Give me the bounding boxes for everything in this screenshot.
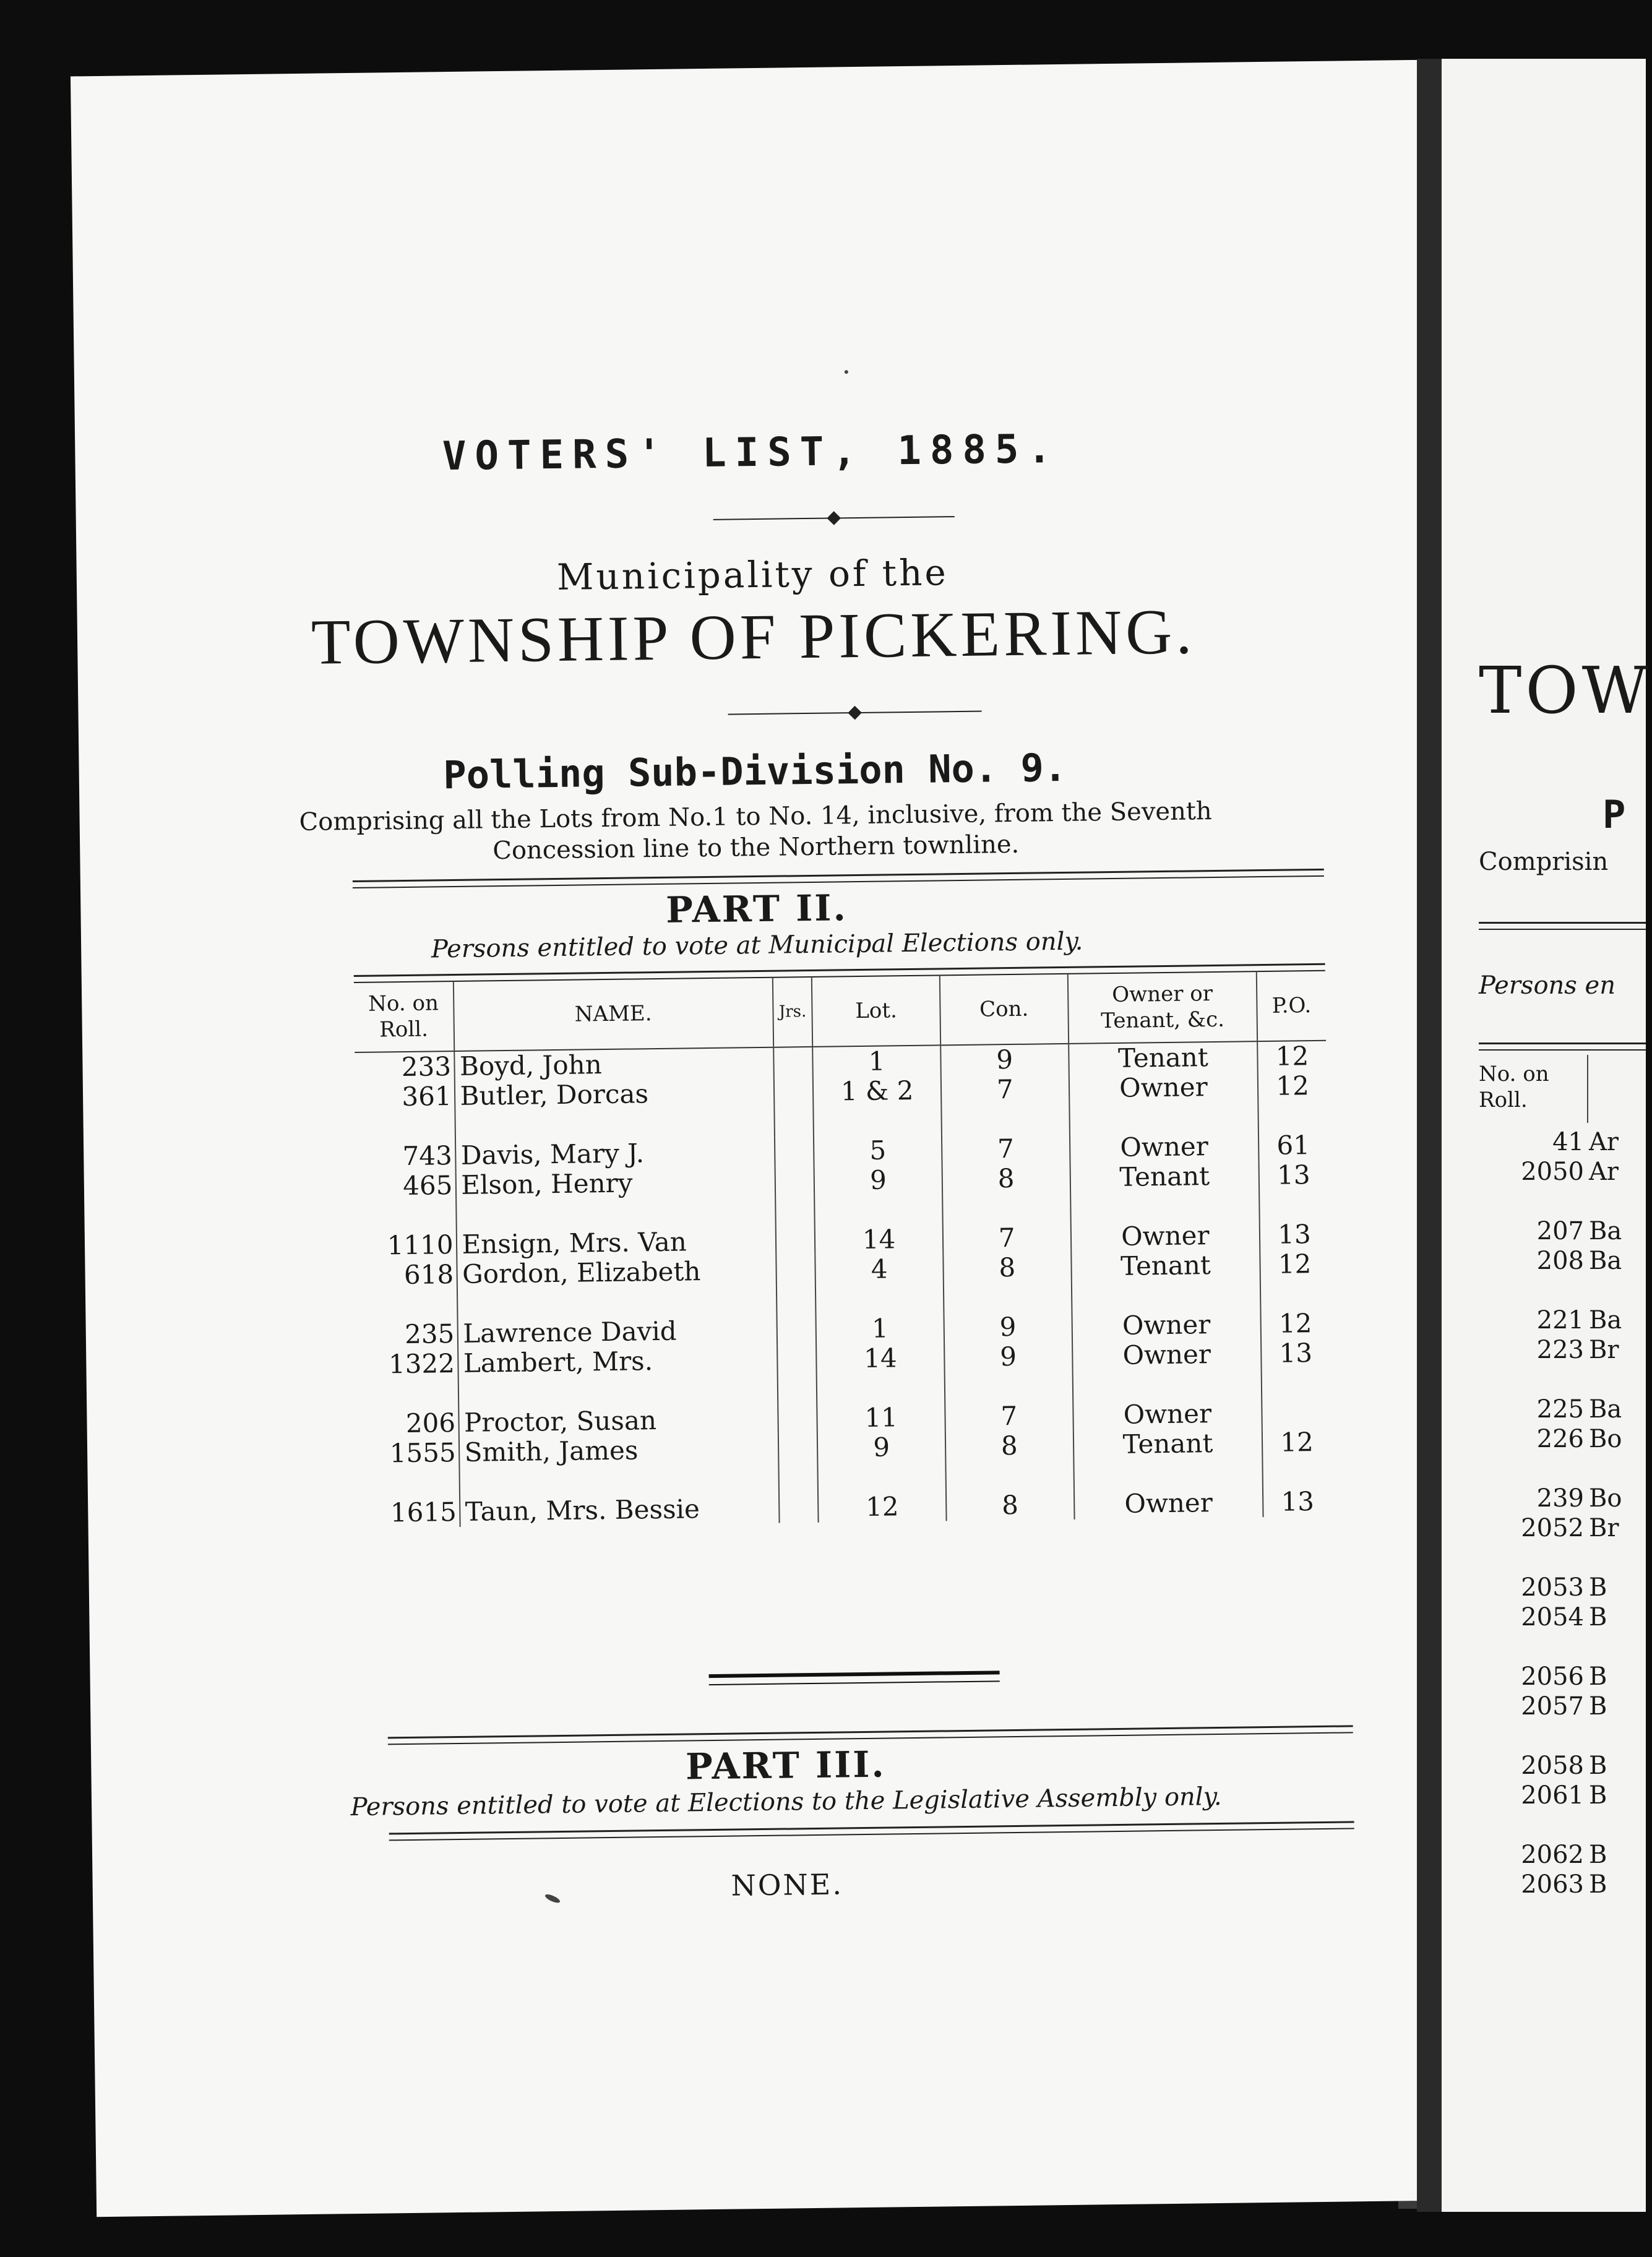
facing-list-item bbox=[1442, 1425, 1646, 1455]
cell-no-on-roll: 465 bbox=[402, 1170, 453, 1202]
cell-jrs bbox=[775, 1137, 814, 1167]
facing-cell-name: Br bbox=[1589, 1514, 1619, 1542]
header-jrs: Jrs. bbox=[773, 977, 813, 1047]
cell-lot: 1 & 2 bbox=[813, 1075, 941, 1107]
cell-no-on-roll: 206 bbox=[405, 1408, 456, 1439]
facing-cell-name: Ba bbox=[1589, 1247, 1622, 1275]
facing-cell-name: B bbox=[1589, 1781, 1607, 1810]
cell-po: 13 bbox=[1260, 1219, 1329, 1250]
facing-cell-name: Bo bbox=[1589, 1425, 1622, 1453]
facing-cell-name: Ba bbox=[1589, 1217, 1622, 1245]
cell-owner-or-tenant: Owner bbox=[1070, 1220, 1260, 1252]
facing-page bbox=[1417, 59, 1652, 2212]
cell-no-on-roll: 743 bbox=[402, 1140, 453, 1172]
cell-con: 8 bbox=[945, 1430, 1074, 1462]
cell-con: 9 bbox=[940, 1044, 1069, 1076]
document-page bbox=[71, 60, 1448, 2217]
facing-list-item bbox=[1442, 1217, 1646, 1247]
part-3-none: NONE. bbox=[731, 1867, 844, 1902]
facing-list-item bbox=[1442, 1395, 1646, 1425]
facing-list-item bbox=[1442, 1514, 1646, 1544]
double-rule bbox=[1479, 1043, 1646, 1051]
header-lot: Lot. bbox=[812, 975, 940, 1047]
facing-cell-no-on-roll: 239 bbox=[1536, 1484, 1584, 1513]
polling-subdivision-heading: Polling Sub-Division No. 9. bbox=[442, 744, 1067, 798]
facing-cell-no-on-roll: 2061 bbox=[1521, 1781, 1584, 1810]
cell-con: 7 bbox=[941, 1074, 1070, 1106]
header-po: P.O. bbox=[1257, 971, 1326, 1041]
facing-cell-no-on-roll: 2056 bbox=[1521, 1662, 1584, 1691]
list-title: VOTERS' LIST, 1885. bbox=[442, 426, 1060, 480]
facing-list-item bbox=[1442, 1158, 1646, 1187]
cell-owner-or-tenant: Tenant bbox=[1070, 1161, 1259, 1193]
cell-name: Proctor, Susan bbox=[458, 1404, 778, 1438]
facing-polling-fragment: P bbox=[1603, 792, 1626, 837]
facing-rows bbox=[1442, 1128, 1646, 1900]
township-heading: TOWNSHIP OF PICKERING. bbox=[311, 596, 1196, 678]
part-3-title: PART III. bbox=[685, 1743, 887, 1788]
facing-cell-name: B bbox=[1589, 1662, 1607, 1691]
cell-con: 9 bbox=[944, 1312, 1072, 1343]
facing-cell-no-on-roll: 2050 bbox=[1521, 1158, 1584, 1186]
cell-jrs bbox=[773, 1047, 813, 1078]
header-con: Con. bbox=[940, 974, 1069, 1046]
part-3-subtitle: Persons entitled to vote at Elections to the Legislative Assembly only. bbox=[350, 1782, 1222, 1822]
facing-header-no-on-roll: No. on Roll. bbox=[1479, 1062, 1549, 1112]
cell-lot: 4 bbox=[815, 1253, 944, 1285]
cell-con: 9 bbox=[944, 1341, 1073, 1373]
cell-name: Lawrence David bbox=[457, 1315, 777, 1349]
facing-cell-no-on-roll: 2057 bbox=[1521, 1692, 1584, 1721]
cell-po: 13 bbox=[1263, 1487, 1332, 1517]
facing-comprising-fragment: Comprisin bbox=[1479, 848, 1609, 876]
facing-cell-no-on-roll: 2058 bbox=[1521, 1752, 1584, 1780]
facing-cell-no-on-roll: 226 bbox=[1536, 1425, 1584, 1453]
cell-no-on-roll: 1322 bbox=[388, 1348, 455, 1380]
facing-column-rule bbox=[1587, 1055, 1588, 1123]
cell-owner-or-tenant: Owner bbox=[1074, 1487, 1263, 1520]
cell-po: 61 bbox=[1258, 1130, 1328, 1161]
cell-jrs bbox=[778, 1404, 817, 1434]
facing-township-fragment: TOW bbox=[1479, 653, 1652, 728]
facing-cell-name: Ar bbox=[1589, 1128, 1619, 1156]
cell-con: 7 bbox=[945, 1401, 1073, 1432]
facing-cell-no-on-roll: 207 bbox=[1536, 1217, 1584, 1245]
cell-owner-or-tenant: Owner bbox=[1072, 1339, 1262, 1371]
cell-jrs bbox=[777, 1344, 817, 1375]
cell-jrs bbox=[779, 1493, 819, 1523]
ornamental-rule bbox=[728, 709, 982, 717]
cell-name: Taun, Mrs. Bessie bbox=[460, 1494, 780, 1527]
cell-jrs bbox=[775, 1166, 814, 1197]
facing-persons-fragment: Persons en bbox=[1479, 971, 1615, 1000]
cell-name: Smith, James bbox=[458, 1434, 778, 1468]
cell-owner-or-tenant: Tenant bbox=[1069, 1041, 1258, 1074]
cell-po: 12 bbox=[1260, 1309, 1330, 1339]
facing-cell-name: Ba bbox=[1589, 1306, 1622, 1335]
double-rule bbox=[1479, 922, 1646, 930]
facing-list-item bbox=[1442, 1484, 1646, 1514]
facing-cell-no-on-roll: 41 bbox=[1552, 1128, 1584, 1156]
cell-con: 7 bbox=[942, 1133, 1070, 1165]
facing-cell-no-on-roll: 225 bbox=[1536, 1395, 1584, 1424]
part-2-title: PART II. bbox=[665, 887, 848, 931]
cell-name: Boyd, John bbox=[454, 1047, 774, 1081]
facing-cell-no-on-roll: 221 bbox=[1536, 1306, 1584, 1335]
cell-name: Davis, Mary J. bbox=[455, 1137, 775, 1171]
cell-no-on-roll: 233 bbox=[401, 1051, 452, 1083]
cell-owner-or-tenant: Owner bbox=[1070, 1131, 1259, 1163]
facing-cell-name: B bbox=[1589, 1692, 1607, 1721]
cell-lot: 14 bbox=[816, 1343, 944, 1374]
facing-list-item bbox=[1442, 1573, 1646, 1603]
header-no-on-roll: No. on Roll. bbox=[354, 981, 454, 1052]
facing-cell-no-on-roll: 2053 bbox=[1521, 1573, 1584, 1602]
facing-list-item bbox=[1442, 1128, 1646, 1158]
cell-jrs bbox=[777, 1315, 816, 1345]
scan-speck bbox=[845, 370, 848, 374]
facing-list-item bbox=[1442, 1692, 1646, 1722]
cell-no-on-roll: 235 bbox=[404, 1318, 455, 1350]
cell-owner-or-tenant: Tenant bbox=[1073, 1428, 1263, 1460]
facing-cell-name: B bbox=[1589, 1603, 1607, 1631]
comprising-line-1: Comprising all the Lots from No.1 to No. 14, inclusive, from the Seventh bbox=[299, 797, 1212, 837]
facing-list-item bbox=[1442, 1870, 1646, 1900]
cell-con: 8 bbox=[942, 1163, 1070, 1195]
cell-no-on-roll: 1110 bbox=[387, 1229, 454, 1261]
header-owner-or-tenant: Owner or Tenant, &c. bbox=[1068, 971, 1258, 1044]
facing-list-item bbox=[1442, 1336, 1646, 1365]
cell-lot: 5 bbox=[814, 1135, 942, 1166]
thick-rule bbox=[709, 1670, 1000, 1685]
cell-name: Butler, Dorcas bbox=[454, 1078, 774, 1111]
facing-list-item bbox=[1442, 1603, 1646, 1633]
cell-owner-or-tenant: Tenant bbox=[1071, 1250, 1260, 1282]
cell-po: 13 bbox=[1261, 1338, 1330, 1369]
cell-jrs bbox=[776, 1255, 815, 1286]
cell-po: 13 bbox=[1259, 1160, 1328, 1190]
facing-cell-name: B bbox=[1589, 1841, 1607, 1869]
header-name: NAME. bbox=[453, 978, 773, 1051]
cell-name: Ensign, Mrs. Van bbox=[456, 1226, 776, 1260]
cell-no-on-roll: 1615 bbox=[390, 1497, 457, 1528]
cell-con: 8 bbox=[946, 1490, 1075, 1521]
cell-lot: 11 bbox=[817, 1402, 945, 1434]
cell-po bbox=[1262, 1398, 1331, 1428]
facing-list-item bbox=[1442, 1306, 1646, 1336]
facing-cell-no-on-roll: 2054 bbox=[1521, 1603, 1584, 1631]
cell-name: Elson, Henry bbox=[455, 1167, 775, 1200]
cell-owner-or-tenant: Owner bbox=[1073, 1398, 1262, 1430]
facing-cell-name: B bbox=[1589, 1870, 1607, 1899]
cell-con: 8 bbox=[943, 1252, 1072, 1284]
ornamental-rule bbox=[713, 514, 955, 522]
cell-jrs bbox=[775, 1226, 815, 1256]
facing-cell-no-on-roll: 2062 bbox=[1521, 1841, 1584, 1869]
municipality-label: Municipality of the bbox=[556, 551, 949, 598]
double-rule bbox=[389, 1821, 1354, 1841]
cell-po: 12 bbox=[1257, 1041, 1327, 1072]
cell-con: 7 bbox=[942, 1223, 1071, 1254]
part-2-subtitle: Persons entitled to vote at Municipal Elections only. bbox=[431, 927, 1083, 964]
cell-lot: 14 bbox=[815, 1224, 943, 1255]
table-header-row bbox=[354, 971, 1326, 1052]
cell-po: 12 bbox=[1262, 1427, 1331, 1458]
cell-lot: 9 bbox=[814, 1164, 942, 1196]
cell-no-on-roll: 1555 bbox=[389, 1437, 456, 1469]
cell-owner-or-tenant: Owner bbox=[1069, 1072, 1258, 1104]
cell-jrs bbox=[778, 1434, 818, 1464]
comprising-line-2: Concession line to the Northern townline. bbox=[493, 830, 1020, 866]
cell-po: 12 bbox=[1260, 1249, 1329, 1279]
facing-cell-no-on-roll: 208 bbox=[1536, 1247, 1584, 1275]
facing-cell-name: Bo bbox=[1589, 1484, 1622, 1513]
facing-list-item bbox=[1442, 1247, 1646, 1276]
facing-cell-no-on-roll: 223 bbox=[1536, 1336, 1584, 1364]
facing-cell-name: Ar bbox=[1589, 1158, 1619, 1186]
facing-list-item bbox=[1442, 1662, 1646, 1692]
voters-table-body bbox=[355, 1041, 1331, 1528]
cell-name: Lambert, Mrs. bbox=[458, 1345, 778, 1378]
facing-cell-no-on-roll: 2052 bbox=[1521, 1514, 1584, 1542]
cell-jrs bbox=[774, 1077, 814, 1107]
cell-name: Gordon, Elizabeth bbox=[457, 1256, 777, 1289]
facing-cell-name: Br bbox=[1589, 1336, 1619, 1364]
facing-list-item bbox=[1442, 1841, 1646, 1870]
facing-cell-name: Ba bbox=[1589, 1395, 1622, 1424]
facing-cell-name: B bbox=[1589, 1752, 1607, 1780]
facing-list-item bbox=[1442, 1781, 1646, 1811]
cell-lot: 9 bbox=[817, 1432, 945, 1463]
cell-lot: 1 bbox=[816, 1313, 944, 1344]
cell-lot: 1 bbox=[813, 1045, 941, 1077]
cell-po: 12 bbox=[1258, 1071, 1327, 1101]
facing-list-item bbox=[1442, 1752, 1646, 1781]
cell-lot: 12 bbox=[818, 1491, 946, 1523]
cell-no-on-roll: 618 bbox=[403, 1259, 454, 1291]
voters-table bbox=[354, 971, 1332, 1528]
facing-cell-name: B bbox=[1589, 1573, 1607, 1602]
facing-cell-no-on-roll: 2063 bbox=[1521, 1870, 1584, 1899]
cell-no-on-roll: 361 bbox=[402, 1081, 452, 1112]
cell-owner-or-tenant: Owner bbox=[1072, 1309, 1261, 1341]
